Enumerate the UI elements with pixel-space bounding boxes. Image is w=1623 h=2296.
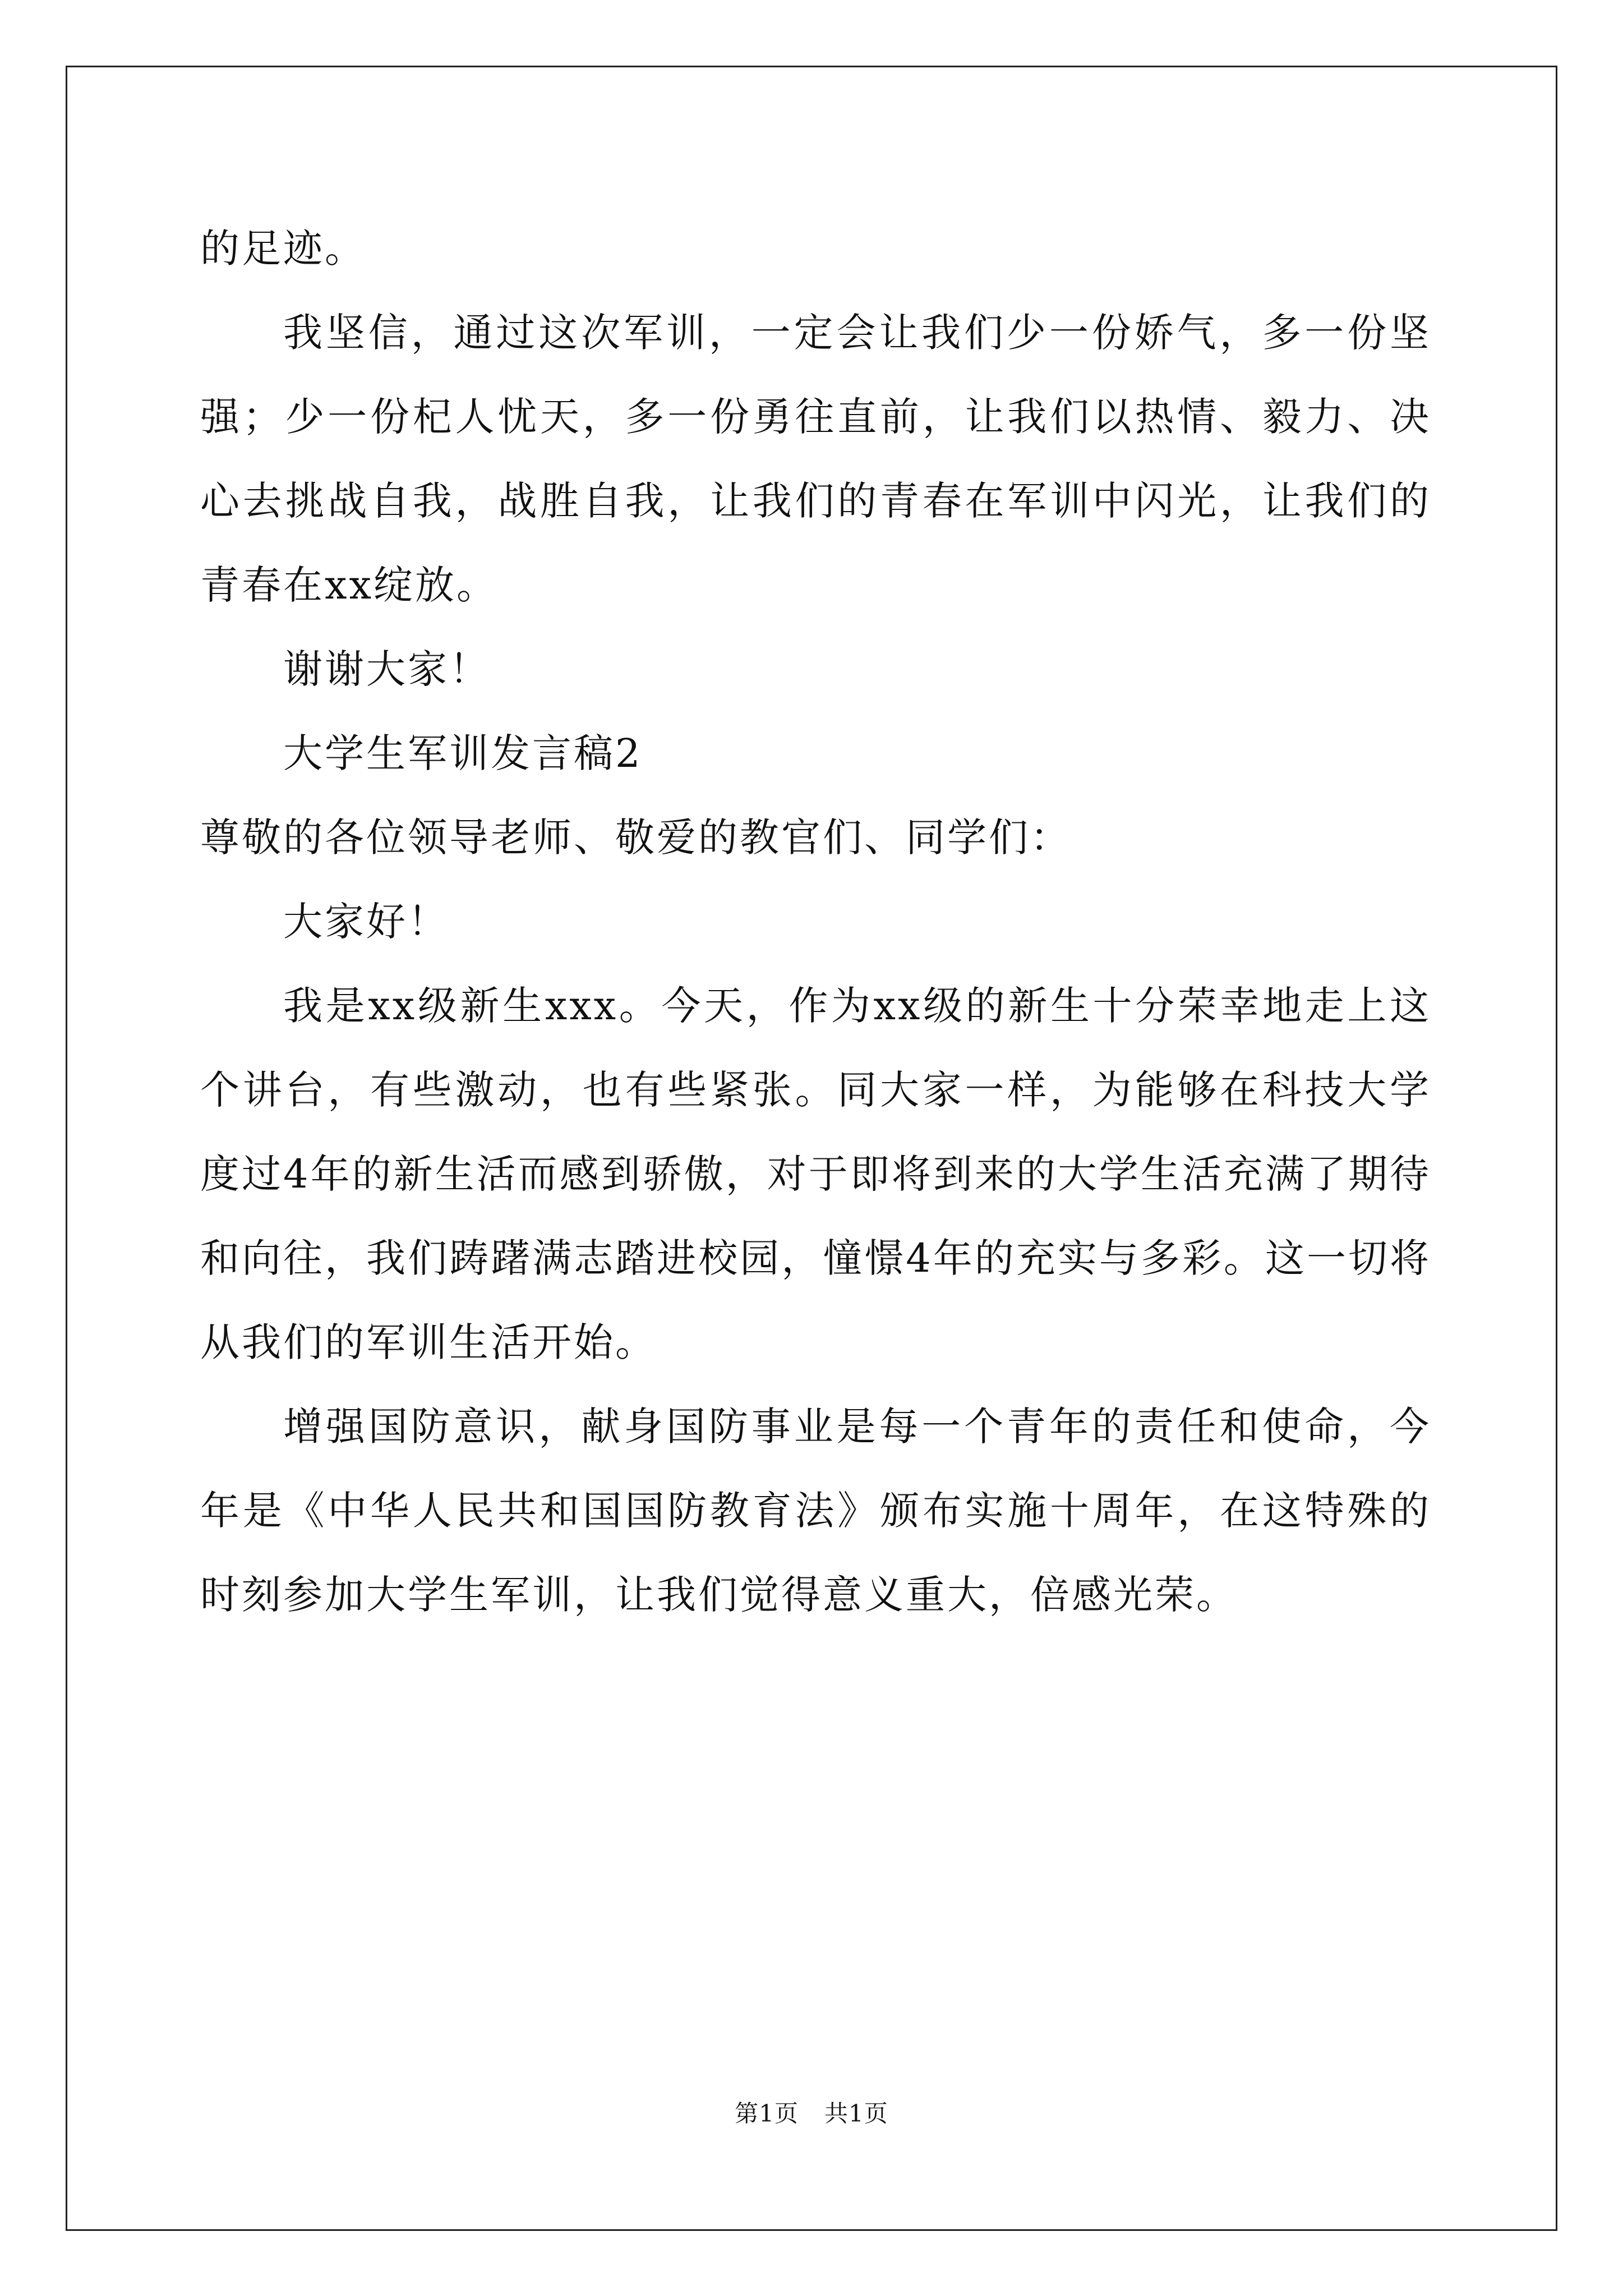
paragraph: 我坚信，通过这次军训，一定会让我们少一份娇气，多一份坚强；少一份杞人忧天，多一份勇往直前，让我们以热情、毅力、决心去挑战自我，战胜自我，让我们的青春在军训中闪光，让我们的青春在xx绽放。 [200,310,1431,608]
page-number: 第1页 [735,2100,799,2127]
document-body [200,206,1431,1637]
paragraph: 增强国防意识，献身国防事业是每一个青年的责任和使命，今年是《中华人民共和国国防教育法》颁布实施十周年，在这特殊的时刻参加大学生军训，让我们觉得意义重大，倍感光荣。 [200,1404,1431,1618]
paragraph: 的足迹。 [200,226,366,272]
page-footer [0,2097,1623,2131]
page-total: 共1页 [824,2100,888,2127]
section-heading: 大学生军训发言稿2 [283,730,643,776]
paragraph: 谢谢大家！ [283,646,491,692]
salutation: 尊敬的各位领导老师、敬爱的教官们、同学们： [200,815,1072,861]
greeting: 大家好！ [283,899,449,945]
paragraph: 我是xx级新生xxx。今天，作为xx级的新生十分荣幸地走上这个讲台，有些激动，也有些紧张。同大家一样，为能够在科技大学度过4年的新生活而感到骄傲，对于即将到来的大学生活充满了期待和向往，我们踌躇满志踏进校园，憧憬4年的充实与多彩。这一切将从我们的军训生活开始。 [200,983,1431,1365]
